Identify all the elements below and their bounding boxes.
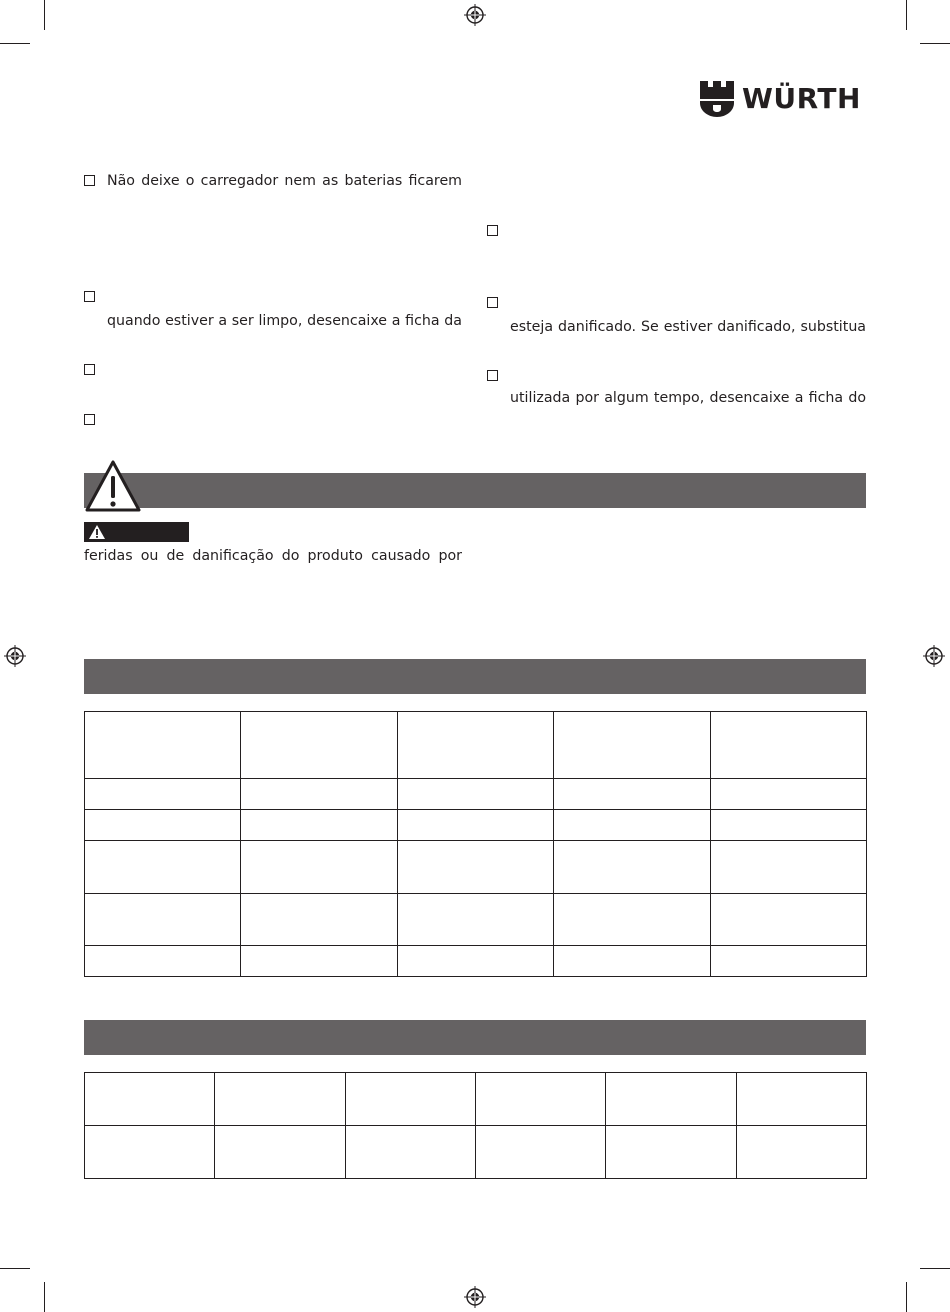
registration-mark-left-icon (4, 645, 26, 667)
warning-triangle-icon (84, 458, 142, 514)
table-cell (398, 810, 554, 841)
table-cell (711, 712, 867, 779)
warning-text: feridas ou de danificação do produto causado por (84, 548, 462, 564)
registration-mark-bottom-icon (464, 1286, 486, 1308)
table-cell (737, 1126, 867, 1179)
table-cell (241, 810, 398, 841)
checkbox-square-icon (84, 414, 95, 425)
table-cell (215, 1126, 346, 1179)
checkbox-square-icon (487, 370, 498, 381)
checkbox-square-icon (84, 175, 95, 186)
table-cell (554, 779, 711, 810)
checkbox-square-icon (84, 364, 95, 375)
table-row (85, 712, 867, 779)
table-row (85, 841, 867, 894)
table-cell (398, 841, 554, 894)
table-cell (398, 894, 554, 946)
crop-mark-bottom-left-v (44, 1282, 45, 1312)
data-table-1 (84, 711, 867, 977)
crop-mark-top-right-v (906, 0, 907, 30)
table-cell (241, 779, 398, 810)
table-cell (241, 712, 398, 779)
table-row (85, 1073, 867, 1126)
table-cell (85, 810, 241, 841)
checkbox-square-icon (487, 297, 498, 308)
left-item-2-text: quando estiver a ser limpo, desencaixe a ficha da (107, 313, 462, 329)
right-item-3-text: utilizada por algum tempo, desencaixe a ficha do (510, 390, 866, 406)
left-item-1-text: Não deixe o carregador nem as baterias ficarem (107, 173, 462, 189)
table-cell (346, 1126, 476, 1179)
brand-name: WÜRTH (742, 82, 861, 115)
warning-section-bar (84, 473, 866, 508)
table-cell (711, 946, 867, 977)
crop-mark-bottom-left-h (0, 1268, 30, 1269)
table-cell (398, 712, 554, 779)
table-cell (737, 1073, 867, 1126)
table-cell (85, 1126, 215, 1179)
registration-mark-right-icon (923, 645, 945, 667)
section-bar-2 (84, 659, 866, 694)
table-cell (554, 946, 711, 977)
warning-label (84, 522, 189, 542)
checkbox-square-icon (487, 225, 498, 236)
table-cell (606, 1126, 737, 1179)
table-cell (554, 841, 711, 894)
right-item-2-text: esteja danificado. Se estiver danificado, substitua (510, 319, 866, 335)
table-cell (241, 894, 398, 946)
crop-mark-bottom-right-h (920, 1268, 950, 1269)
table-cell (398, 946, 554, 977)
table-cell (85, 779, 241, 810)
crop-mark-top-left-v (44, 0, 45, 30)
table-cell (85, 894, 241, 946)
table-cell (606, 1073, 737, 1126)
section-bar-3 (84, 1020, 866, 1055)
table-cell (711, 841, 867, 894)
table-cell (476, 1073, 606, 1126)
table-row (85, 779, 867, 810)
registration-mark-top-icon (464, 4, 486, 26)
table-cell (711, 894, 867, 946)
table-cell (711, 810, 867, 841)
table-row (85, 1126, 867, 1179)
warning-small-icon (88, 524, 106, 540)
table-cell (215, 1073, 346, 1126)
table-row (85, 810, 867, 841)
table-cell (85, 946, 241, 977)
crop-mark-top-left-h (0, 43, 30, 44)
table-cell (241, 841, 398, 894)
table-cell (85, 841, 241, 894)
table-cell (711, 779, 867, 810)
crop-mark-bottom-right-v (906, 1282, 907, 1312)
brand-logo (700, 80, 868, 118)
table-cell (398, 779, 554, 810)
table-row (85, 946, 867, 977)
table-cell (241, 946, 398, 977)
table-row (85, 894, 867, 946)
wurth-castle-logo-icon (700, 81, 734, 117)
table-cell (476, 1126, 606, 1179)
table-cell (554, 712, 711, 779)
data-table-2 (84, 1072, 867, 1179)
table-cell (554, 810, 711, 841)
table-cell (85, 712, 241, 779)
table-cell (346, 1073, 476, 1126)
table-cell (85, 1073, 215, 1126)
table-cell (554, 894, 711, 946)
crop-mark-top-right-h (920, 43, 950, 44)
checkbox-square-icon (84, 291, 95, 302)
